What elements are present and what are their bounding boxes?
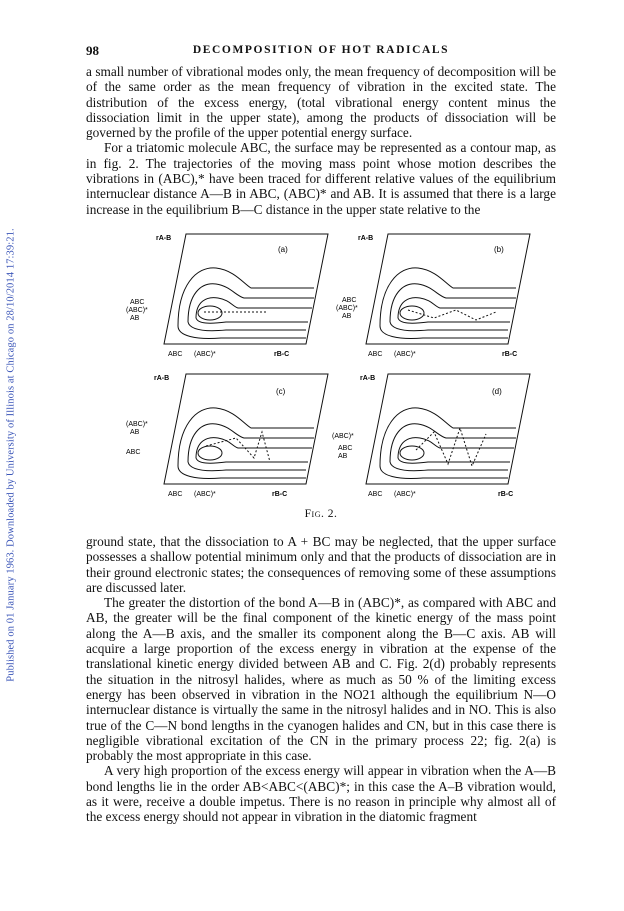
- contour-line: [198, 446, 222, 460]
- trajectory: [416, 428, 486, 466]
- side-label: AB: [342, 313, 352, 320]
- contour-line: [178, 326, 306, 339]
- panel-frame: [164, 374, 328, 484]
- figure-2: [86, 226, 556, 526]
- x-axis-label: rB-C: [498, 491, 514, 498]
- download-watermark: [0, 0, 22, 911]
- bottom-label: (ABC)*: [394, 491, 416, 498]
- contour-line: [398, 318, 510, 323]
- panel-label: (c): [276, 387, 286, 396]
- side-label: (ABC)*: [336, 305, 358, 312]
- y-axis-label: rA-B: [154, 375, 170, 382]
- side-label: ABC: [130, 299, 145, 306]
- panel-label: (a): [278, 245, 288, 254]
- contour-line: [198, 306, 222, 320]
- body-text-bottom: [86, 534, 556, 825]
- panel-frame: [366, 234, 530, 344]
- side-label: (ABC)*: [126, 307, 148, 314]
- side-label: ABC: [338, 445, 353, 452]
- bottom-label: (ABC)*: [194, 351, 216, 358]
- contour-line: [196, 318, 308, 323]
- body-text-top: [86, 64, 556, 217]
- contour-line: [398, 458, 510, 463]
- contour-line: [196, 438, 312, 458]
- x-axis-label: rB-C: [272, 491, 288, 498]
- contour-line: [390, 284, 516, 322]
- contour-line: [380, 326, 508, 339]
- contour-line: [188, 284, 314, 322]
- figure-caption: Fig. 2.: [304, 508, 338, 520]
- panel-label: (d): [492, 387, 502, 396]
- paragraph: ground state, that the dissociation to A + BC may be neglected, that the upper surface possesses a shallow potential minimum only and that the products of dissociation are in their ground electronic states; the consequences of removing some of these assumptions are discussed later.: [86, 534, 556, 595]
- contour-line: [188, 424, 314, 462]
- bottom-label: ABC: [168, 491, 183, 498]
- running-title: DECOMPOSITION OF HOT RADICALS: [192, 44, 450, 56]
- panel-a: [126, 234, 328, 358]
- paragraph: A very high proportion of the excess energy will appear in vibration when the A—B bond lengths lie in the order AB<ABC<(ABC)*; in this case the A–B vibration would, as it were, receive a double impetus. There is no reason in principle why almost all of the excess energy should not appear in vibration in the diatomic fragment: [86, 763, 556, 825]
- panel-frame: [366, 374, 530, 484]
- contour-line: [178, 408, 314, 466]
- panel-d: [332, 374, 530, 498]
- contour-line: [400, 306, 424, 320]
- trajectory: [408, 310, 496, 320]
- y-axis-label: rA-B: [360, 375, 376, 382]
- bottom-label: (ABC)*: [394, 351, 416, 358]
- x-axis-label: rB-C: [274, 351, 290, 358]
- contour-line: [178, 466, 306, 479]
- contour-line: [398, 298, 514, 318]
- paragraph: a small number of vibrational modes only, the mean frequency of decomposition will be of the same order as the mean frequency of vibration in the excited state. The distribution of the excess energy, (total vibrational energy content minus the dissociation limit in the upper state), among the products of dissociation will be governed by the profile of the upper potential energy surface.: [86, 64, 556, 141]
- side-label: ABC: [342, 297, 357, 304]
- side-label: (ABC)*: [126, 421, 148, 428]
- panel-b: [336, 234, 530, 358]
- panel-label: (b): [494, 245, 504, 254]
- side-label: AB: [130, 315, 140, 322]
- contour-line: [196, 298, 312, 318]
- x-axis-label: rB-C: [502, 351, 518, 358]
- y-axis-label: rA-B: [156, 235, 172, 242]
- side-label: (ABC)*: [332, 433, 354, 440]
- contour-line: [178, 268, 314, 326]
- paragraph: The greater the distortion of the bond A—B in (ABC)*, as compared with ABC and AB, the greater will be the final component of the kinetic energy of the mass point along the A—B axis, and the smaller its component along the B—C axis. AB will acquire a large proportion of the excess energy in vibration at the expense of the translational kinetic energy divided between AB and C. Fig. 2(d) probably represents the situation in the nitrosyl halides, where as much as 50 % of the limiting excess energy has been observed in vibration in the NO21 although the equilibrium N—O internuclear distance is virtually the same in the nitrosyl halides and in NO. This is also true of the C—N bond lengths in the cyanogen halides and CN, but in this case there is negligible vibrational excitation of the CN in the primary process 22; fig. 2(a) is probably the most appropriate in this case.: [86, 595, 556, 764]
- contour-line: [380, 408, 516, 466]
- running-header: [86, 43, 556, 59]
- paragraph: For a triatomic molecule ABC, the surface may be represented as a contour map, as in fig. 2. The trajectories of the moving mass point whose motion describes the vibrations in (ABC),* have been traced for different relative values of the equilibrium internuclear distance A—B in ABC, (ABC)* and AB. It is assumed that there is a large increase in the equilibrium B—C distance in the upper state relative to the: [86, 140, 556, 217]
- panel-frame: [164, 234, 328, 344]
- panel-c: [126, 374, 328, 498]
- contour-line: [400, 446, 424, 460]
- bottom-label: ABC: [168, 351, 183, 358]
- download-note: Published on 01 January 1963. Downloaded by University of Illinois at Chicago on 28/10/2014 17:39:21.: [5, 228, 17, 682]
- bottom-label: ABC: [368, 351, 383, 358]
- side-label: ABC: [126, 449, 141, 456]
- bottom-label: (ABC)*: [194, 491, 216, 498]
- contour-line: [380, 268, 516, 326]
- page-number: 98: [86, 43, 99, 58]
- y-axis-label: rA-B: [358, 235, 374, 242]
- bottom-label: ABC: [368, 491, 383, 498]
- contour-line: [196, 458, 308, 463]
- contour-line: [390, 424, 516, 462]
- side-label: AB: [338, 453, 348, 460]
- side-label: AB: [130, 429, 140, 436]
- contour-line: [380, 466, 508, 479]
